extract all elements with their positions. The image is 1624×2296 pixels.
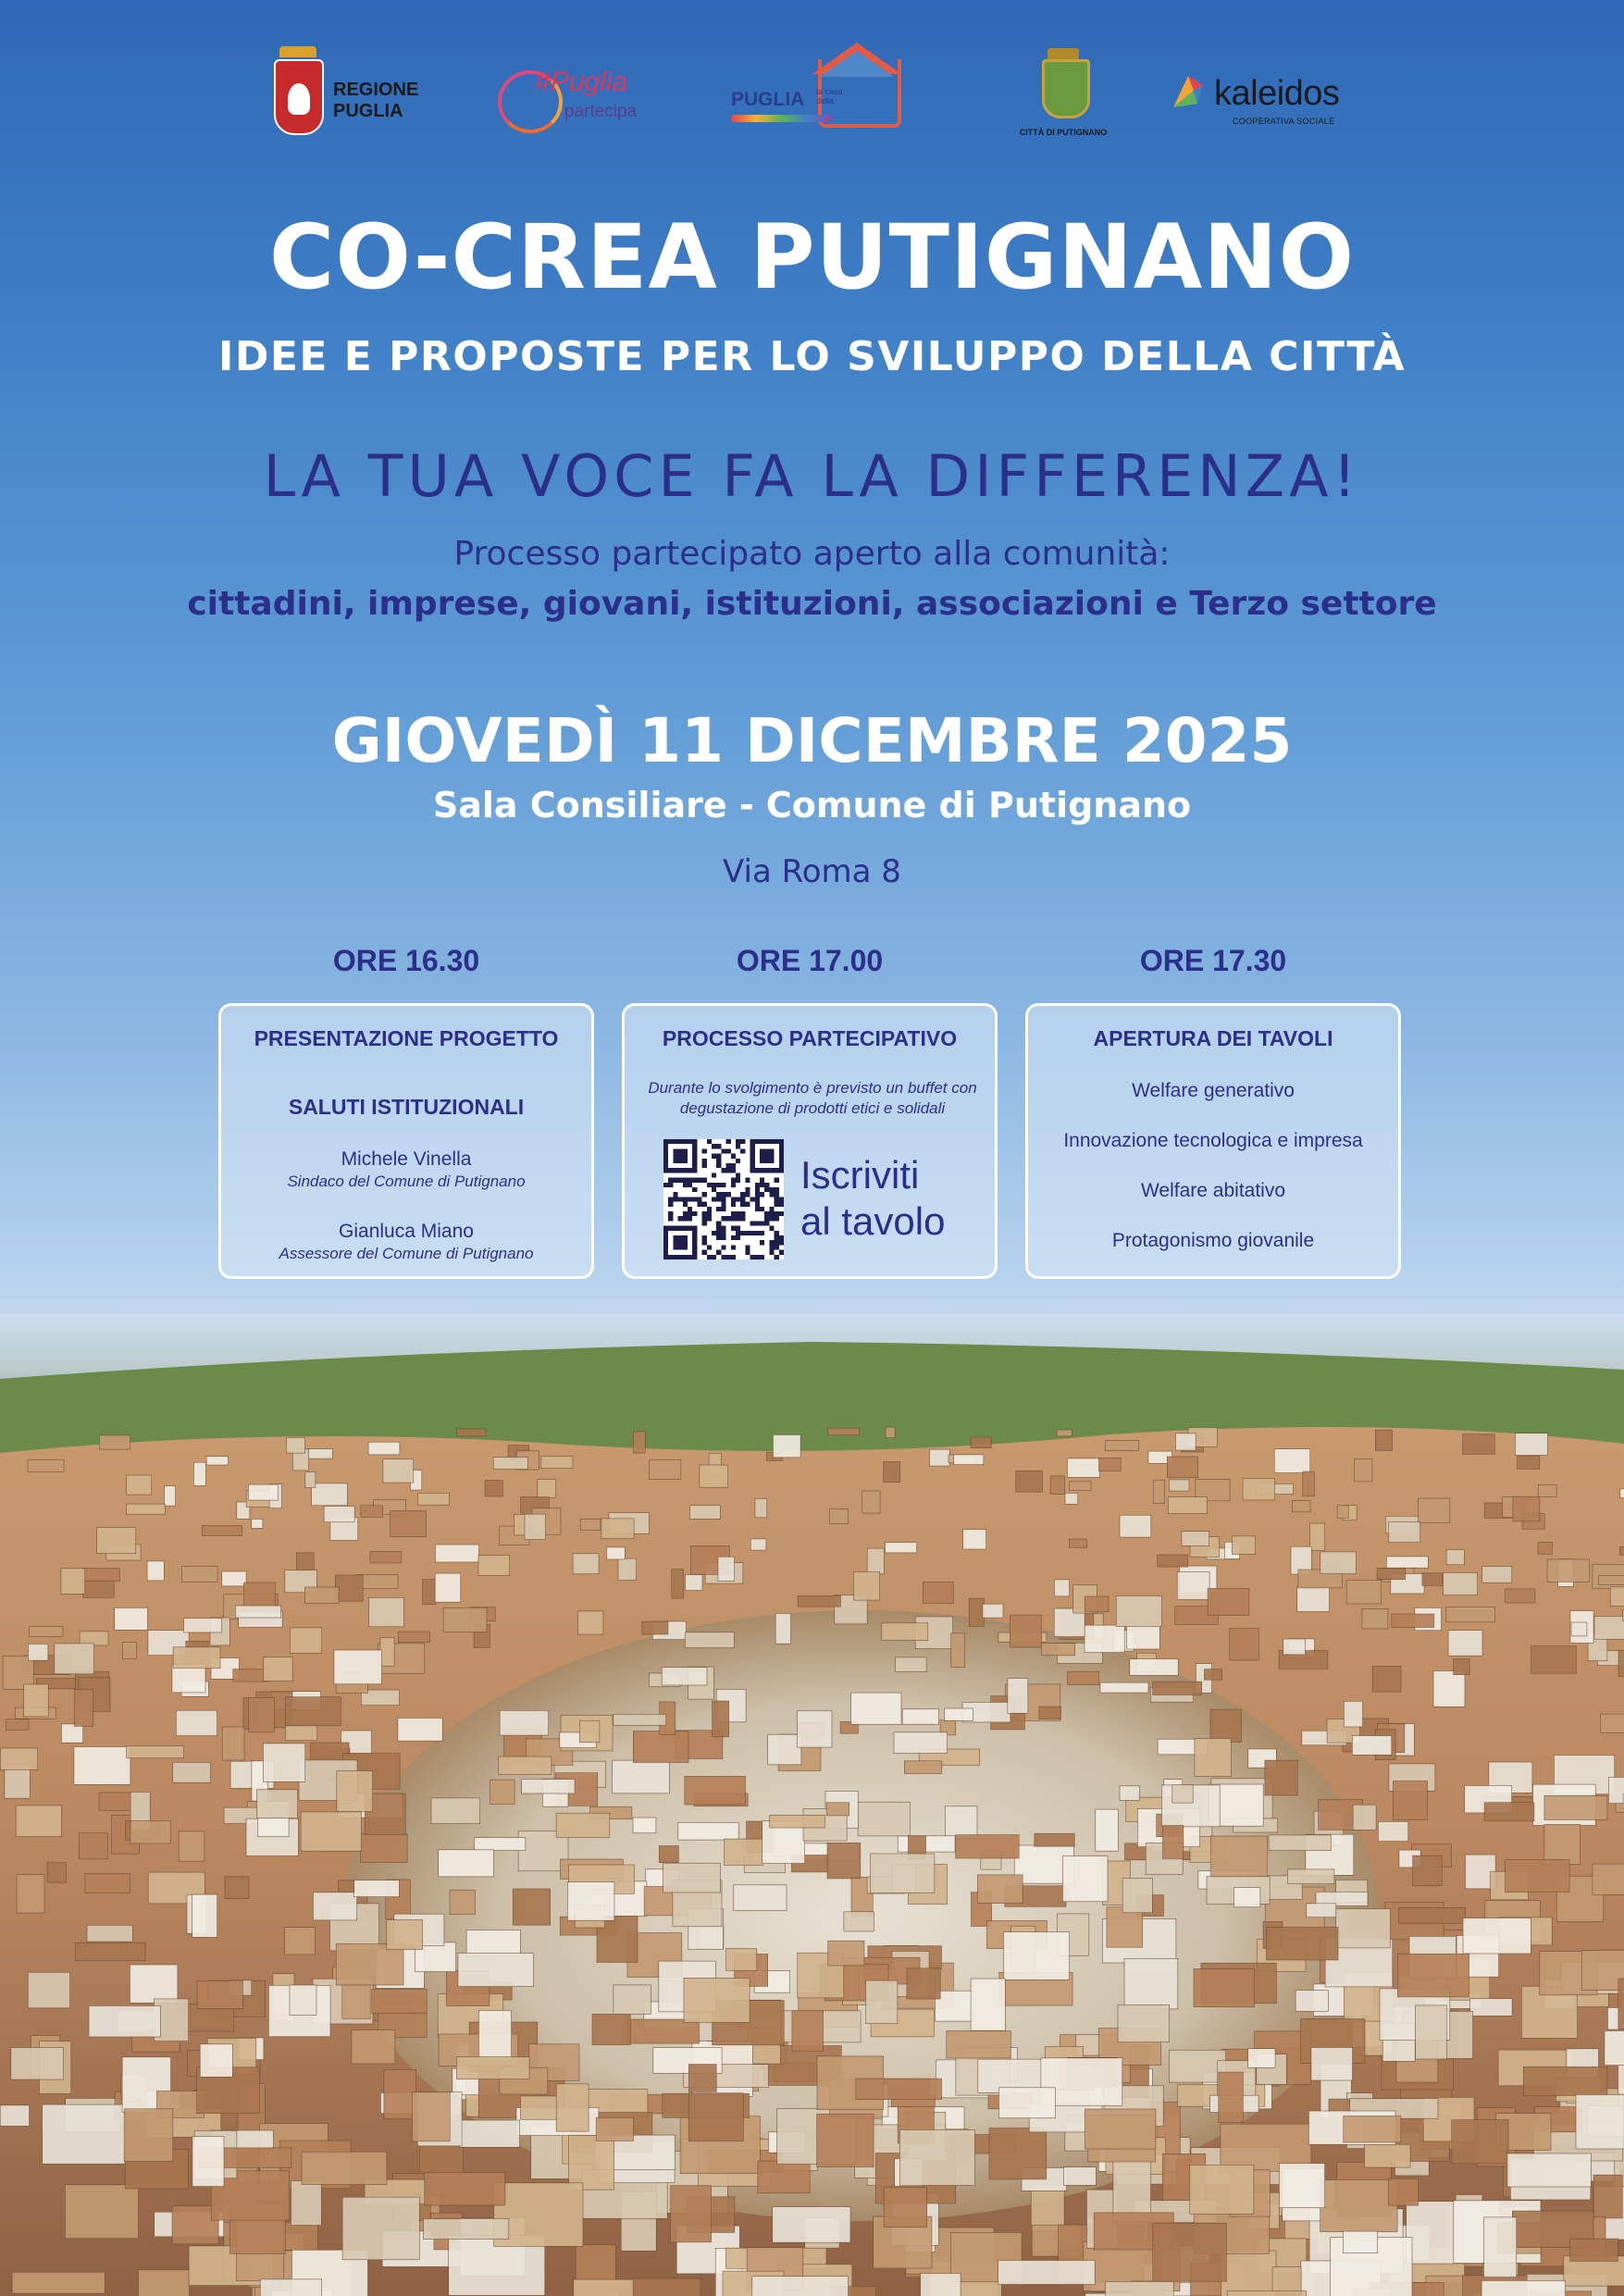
- schedule-box-processo: [622, 1003, 998, 1279]
- event-date: GIOVEDÌ 11 DICEMBRE 2025: [331, 705, 1293, 776]
- speaker-name: Gianluca Miano: [339, 1221, 474, 1242]
- casa-tiny-text: la casa della: [816, 87, 843, 105]
- coat-of-arms-icon: [1042, 59, 1090, 118]
- signup-cta-line-1: Iscriviti: [800, 1153, 920, 1197]
- crown-icon: [1048, 48, 1079, 59]
- description-line-2: cittadini, imprese, giovani, istituzioni, associazioni e Terzo settore: [187, 585, 1437, 623]
- logo-row: [0, 54, 1624, 155]
- qr-code-icon[interactable]: [663, 1139, 784, 1260]
- citta-putignano-logo: [998, 54, 1136, 155]
- city-aerial-photo: [0, 1314, 1624, 2296]
- table-topic: Innovazione tecnologica e impresa: [1063, 1130, 1363, 1151]
- page-subtitle: IDEE E PROPOSTE PER LO SVILUPPO DELLA CITTÀ: [217, 333, 1407, 380]
- kaleidos-word: kaleidos: [1214, 74, 1340, 113]
- table-topic: Welfare generativo: [1132, 1080, 1295, 1101]
- puglia-partecipa-logo: [498, 54, 655, 155]
- bird-icon: [1170, 70, 1207, 113]
- box-heading: APERTURA DEI TAVOLI: [1093, 1026, 1333, 1050]
- event-venue: Sala Consiliare - Comune di Putignano: [432, 785, 1192, 825]
- schedule-box-tavoli: [1025, 1003, 1401, 1279]
- tree-icon: [288, 83, 310, 115]
- speaker-role: Assessore del Comune di Putignano: [279, 1245, 534, 1262]
- speaker-role: Sindaco del Comune di Putignano: [287, 1173, 526, 1190]
- rainbow-bar-icon: [731, 115, 833, 122]
- event-address: Via Roma 8: [723, 853, 901, 890]
- kaleidos-logo: [1168, 54, 1362, 155]
- kaleidos-sub: COOPERATIVA SOCIALE: [1233, 117, 1335, 126]
- description-line-1: Processo partecipato aperto alla comunità:: [453, 535, 1171, 573]
- signup-cta-line-2: al tavolo: [800, 1199, 946, 1243]
- partecipa-text: partecipa: [564, 102, 638, 121]
- schedule-box-presentazione: [218, 1003, 594, 1279]
- puglia-casa-word: PUGLIA: [731, 89, 805, 110]
- signup-cta[interactable]: [800, 1152, 986, 1245]
- citta-putignano-text: CITTÀ DI PUTIGNANO: [1019, 128, 1108, 137]
- table-topic: Welfare abitativo: [1140, 1180, 1286, 1201]
- box-subheading: SALUTI ISTITUZIONALI: [288, 1095, 525, 1119]
- speaker-name: Michele Vinella: [341, 1148, 472, 1170]
- puglia-casa-logo: [729, 54, 914, 155]
- puglia-hashtag: #Puglia: [535, 67, 628, 97]
- crown-icon: [279, 46, 316, 57]
- box-heading: PROCESSO PARTECIPATIVO: [662, 1026, 958, 1050]
- time-1630: ORE 16.30: [332, 944, 480, 977]
- table-topic: Protagonismo giovanile: [1111, 1230, 1315, 1251]
- shield-icon: [274, 59, 324, 135]
- time-1730: ORE 17.30: [1139, 944, 1287, 977]
- buffet-note: Durante lo svolgimento è previsto un buffet con degustazione di prodotti etici e solidali: [648, 1079, 977, 1117]
- regione-puglia-logo: [274, 54, 431, 155]
- box-heading: PRESENTAZIONE PROGETTO: [254, 1026, 559, 1050]
- time-1700: ORE 17.00: [736, 944, 884, 977]
- slogan: LA TUA VOCE FA LA DIFFERENZA!: [263, 442, 1361, 510]
- regione-puglia-text: REGIONE PUGLIA: [333, 80, 419, 121]
- page-title: CO-CREA PUTIGNANO: [268, 205, 1356, 309]
